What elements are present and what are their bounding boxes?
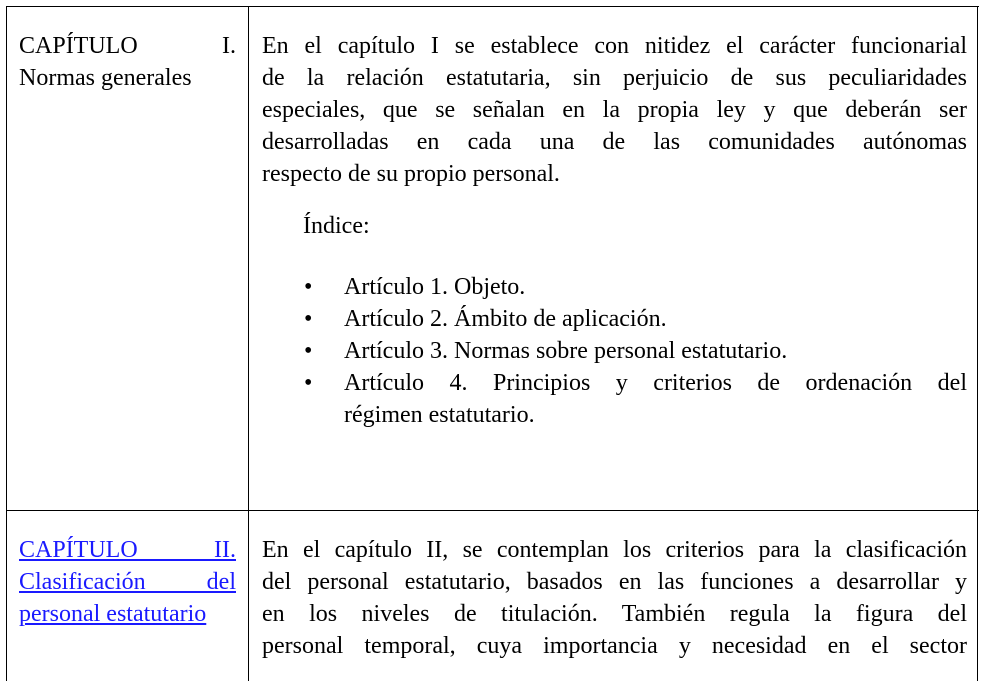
chapter-description-cell — [249, 511, 978, 681]
chapter-description-cell — [249, 7, 978, 510]
list-item — [262, 303, 967, 335]
article-label: régimen estatutario. — [344, 402, 535, 428]
chapter-title-line: Normas generales — [19, 65, 192, 91]
bullet-icon: • — [304, 370, 313, 396]
description-line: desarrolladas en cada una de las comunidades autónomas — [262, 129, 967, 155]
bullet-icon: • — [304, 338, 313, 364]
chapter-ii-link[interactable] — [19, 534, 236, 630]
table-row — [7, 511, 979, 681]
chapter-title-line[interactable]: personal estatutario — [19, 601, 207, 627]
list-item — [262, 367, 967, 431]
description-line: del personal estatutario, basados en las funciones a desarrollar y — [262, 569, 967, 595]
description-line: de la relación estatutaria, sin perjuicio de sus peculiaridades — [262, 65, 967, 91]
chapter-title-line: CAPÍTULO I. — [19, 33, 236, 59]
description-line: en los niveles de titulación. También regula la figura del — [262, 601, 967, 627]
index-label: Índice: — [303, 213, 370, 239]
article-label: Artículo 2. Ámbito de aplicación. — [344, 306, 667, 332]
chapters-table — [6, 6, 979, 681]
article-label: Artículo 4. Principios y criterios de ordenación del — [344, 370, 967, 396]
chapter-title-line[interactable]: CAPÍTULO II. — [19, 537, 236, 563]
chapter-title-cell — [7, 511, 249, 681]
article-label: Artículo 3. Normas sobre personal estatutario. — [344, 338, 788, 364]
table-row — [7, 7, 979, 511]
article-list — [262, 271, 967, 431]
list-item — [262, 271, 967, 303]
description-line: En el capítulo II, se contemplan los criterios para la clasificación — [262, 537, 967, 563]
article-label: Artículo 1. Objeto. — [344, 274, 526, 300]
list-item — [262, 335, 967, 367]
bullet-icon: • — [304, 306, 313, 332]
description-line: En el capítulo I se establece con nitidez el carácter funcionarial — [262, 33, 967, 59]
chapter-title-line[interactable]: Clasificación del — [19, 569, 236, 595]
description-line: especiales, que se señalan en la propia ley y que deberán ser — [262, 97, 967, 123]
chapter-title-cell — [7, 7, 249, 510]
bullet-icon: • — [304, 274, 313, 300]
description-line: respecto de su propio personal. — [262, 161, 560, 187]
description-line: personal temporal, cuya importancia y necesidad en el sector — [262, 633, 967, 659]
